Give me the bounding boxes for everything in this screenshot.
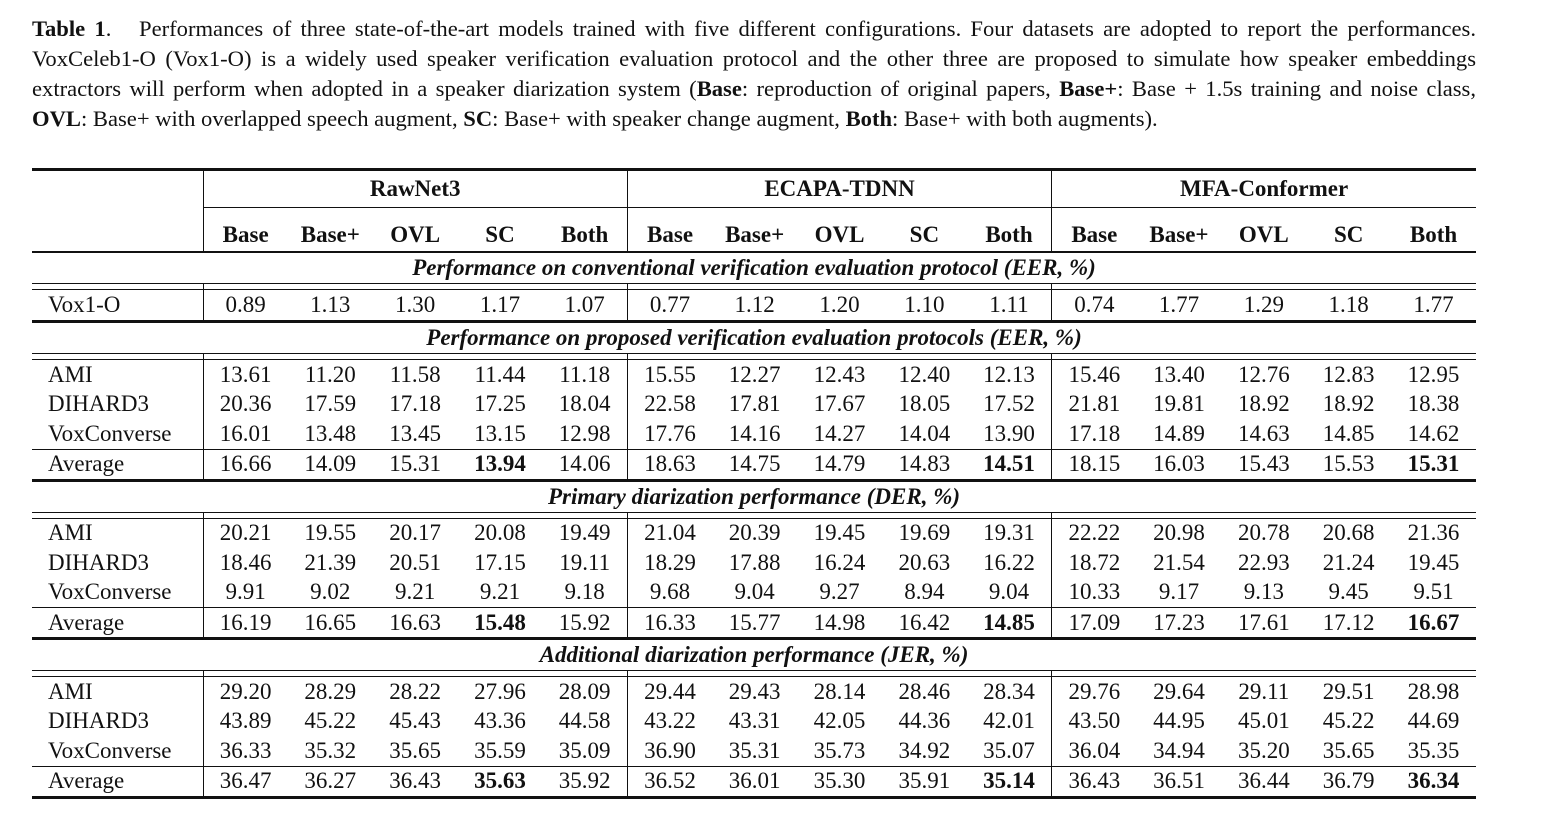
- value-cell: 19.45: [1407, 549, 1460, 575]
- value-cell: 14.06: [542, 449, 627, 480]
- value-cell: 21.36: [1407, 520, 1460, 546]
- value-cell: 43.31: [728, 708, 781, 734]
- config-header: OVL: [814, 222, 865, 247]
- value-cell: 14.51: [967, 449, 1052, 480]
- value-cell: 36.90: [627, 736, 712, 766]
- row-label: DIHARD3: [48, 549, 149, 575]
- value-cell: 22.93: [1237, 549, 1290, 575]
- value-cell: 45.22: [304, 708, 357, 734]
- config-header: Base: [1052, 208, 1137, 253]
- value-cell: 18.63: [627, 449, 712, 480]
- value-cell: 36.51: [1137, 766, 1222, 797]
- value-cell: 27.96: [474, 678, 526, 704]
- value-cell: 17.09: [1052, 608, 1137, 639]
- value-cell: 9.68: [627, 578, 712, 608]
- config-header: Both: [1409, 222, 1458, 247]
- config-header: SC: [485, 222, 515, 247]
- value-cell: 28.29: [304, 678, 357, 704]
- section-title-row: [32, 480, 1476, 512]
- value-cell: 29.44: [627, 677, 712, 707]
- value-cell: 16.22: [983, 549, 1035, 575]
- row-label: AMI: [48, 520, 93, 546]
- value-cell: 44.69: [1407, 708, 1460, 734]
- value-cell: 1.77: [1137, 290, 1222, 322]
- value-cell: 45.22: [1322, 708, 1375, 734]
- config-header: Base+: [300, 222, 360, 247]
- value-cell: 20.51: [389, 549, 442, 575]
- config-header: Both: [985, 222, 1033, 247]
- value-cell: 35.32: [304, 737, 357, 763]
- value-cell: 15.46: [1052, 360, 1137, 390]
- value-cell: 17.61: [1221, 608, 1306, 639]
- value-cell: 12.98: [558, 420, 611, 446]
- table-row: [32, 290, 1476, 322]
- value-cell: 28.14: [813, 678, 866, 704]
- value-cell: 16.01: [203, 419, 288, 449]
- value-cell: 1.13: [288, 290, 373, 322]
- value-cell: 29.11: [1238, 678, 1290, 704]
- value-cell: 14.09: [288, 449, 373, 480]
- value-cell: 20.78: [1237, 520, 1290, 546]
- table-row: [32, 677, 1476, 707]
- value-cell: 19.45: [813, 520, 866, 546]
- value-cell: 35.31: [728, 737, 781, 763]
- value-cell: 13.48: [304, 420, 357, 446]
- value-cell: 43.50: [1052, 707, 1137, 737]
- value-cell: 28.09: [558, 678, 611, 704]
- row-label: VoxConverse: [48, 737, 172, 763]
- value-cell: 14.27: [813, 420, 866, 446]
- value-cell: 12.83: [1322, 361, 1375, 387]
- value-cell: 16.65: [288, 608, 373, 639]
- value-cell: 9.13: [1243, 579, 1284, 605]
- value-cell: 29.64: [1153, 678, 1205, 704]
- value-cell: 15.31: [373, 449, 458, 480]
- section-title: Performance on proposed verification evaluation protocols (EER, %): [32, 322, 1476, 354]
- value-cell: 35.65: [389, 737, 442, 763]
- value-cell: 36.34: [1391, 766, 1476, 797]
- value-cell: 1.20: [797, 290, 882, 322]
- row-label: Vox1-O: [32, 290, 203, 322]
- value-cell: 19.69: [898, 520, 951, 546]
- value-cell: 29.76: [1052, 677, 1137, 707]
- value-cell: 20.36: [203, 390, 288, 420]
- value-cell: 17.25: [474, 391, 526, 417]
- value-cell: 15.55: [627, 360, 712, 390]
- model-header: MFA-Conformer: [1052, 170, 1476, 208]
- value-cell: 35.20: [1237, 737, 1290, 763]
- value-cell: 1.07: [542, 290, 627, 322]
- value-cell: 18.46: [203, 548, 288, 578]
- value-cell: 45.43: [389, 708, 442, 734]
- value-cell: 45.01: [1237, 708, 1290, 734]
- value-cell: 16.63: [373, 608, 458, 639]
- model-header: RawNet3: [203, 170, 627, 208]
- value-cell: 8.94: [904, 579, 945, 605]
- table-caption: Table 1. Performances of three state-of-the-art models trained with five different configurations. Four datasets are adopted to report the performances. VoxCeleb1-O (Vox1-O) is a widely used speaker verification evaluation protocol and the other three are proposed to simulate how speaker embeddings extractors will perform when adopted in a speaker diarization system (Base: reproduction of original papers, Base+: Base + 1.5s training and noise class, OVL: Base+ with overlapped speech augment, SC: Base+ with speaker change augment, Both: Base+ with both augments).: [32, 16, 1476, 131]
- value-cell: 35.35: [1407, 737, 1460, 763]
- value-cell: 1.77: [1391, 290, 1476, 322]
- value-cell: 21.24: [1322, 549, 1375, 575]
- value-cell: 9.02: [310, 579, 351, 605]
- value-cell: 15.77: [712, 608, 797, 639]
- section-title: Primary diarization performance (DER, %): [32, 480, 1476, 512]
- value-cell: 9.27: [819, 579, 860, 605]
- value-cell: 9.21: [479, 579, 521, 605]
- value-cell: 1.18: [1306, 290, 1391, 322]
- section-title-row: [32, 252, 1476, 284]
- value-cell: 21.54: [1153, 549, 1205, 575]
- value-cell: 42.01: [983, 708, 1035, 734]
- value-cell: 0.77: [627, 290, 712, 322]
- average-row: [32, 449, 1476, 480]
- value-cell: 16.67: [1391, 608, 1476, 639]
- table-row: [32, 390, 1476, 420]
- value-cell: 17.67: [813, 391, 866, 417]
- value-cell: 21.39: [304, 549, 357, 575]
- row-label: AMI: [48, 361, 93, 387]
- value-cell: 18.92: [1237, 391, 1290, 417]
- table-row: [32, 360, 1476, 390]
- value-cell: 16.33: [627, 608, 712, 639]
- config-header: OVL: [1238, 222, 1289, 247]
- value-cell: 29.20: [203, 677, 288, 707]
- caption-def-baseplus: : Base + 1.5s training and noise class,: [1117, 76, 1476, 101]
- value-cell: 36.33: [203, 736, 288, 766]
- value-cell: 9.04: [988, 579, 1030, 605]
- config-header: SC: [909, 222, 940, 247]
- value-cell: 18.29: [627, 548, 712, 578]
- row-label: Average: [32, 766, 203, 797]
- value-cell: 15.92: [542, 608, 627, 639]
- row-label: AMI: [48, 678, 93, 704]
- value-cell: 14.04: [898, 420, 951, 446]
- value-cell: 15.43: [1221, 449, 1306, 480]
- value-cell: 29.43: [728, 678, 781, 704]
- config-header: OVL: [390, 222, 441, 247]
- value-cell: 34.94: [1153, 737, 1205, 763]
- value-cell: 9.91: [203, 578, 288, 608]
- value-cell: 14.85: [967, 608, 1052, 639]
- config-header: SC: [1333, 222, 1364, 247]
- value-cell: 20.68: [1322, 520, 1375, 546]
- average-row: [32, 608, 1476, 639]
- table-row: [32, 419, 1476, 449]
- value-cell: 11.20: [304, 361, 356, 387]
- value-cell: 9.45: [1328, 579, 1369, 605]
- value-cell: 44.58: [558, 708, 611, 734]
- value-cell: 17.59: [304, 391, 357, 417]
- value-cell: 9.21: [395, 579, 436, 605]
- value-cell: 22.58: [627, 390, 712, 420]
- value-cell: 11.44: [474, 361, 526, 387]
- value-cell: 12.43: [813, 361, 866, 387]
- value-cell: 35.91: [882, 766, 967, 797]
- section-title: Performance on conventional verification evaluation protocol (EER, %): [32, 252, 1476, 284]
- section-title: Additional diarization performance (JER, %): [32, 639, 1476, 671]
- value-cell: 13.45: [389, 420, 442, 446]
- value-cell: 12.40: [898, 361, 951, 387]
- value-cell: 29.51: [1322, 678, 1375, 704]
- value-cell: 28.34: [983, 678, 1035, 704]
- value-cell: 42.05: [813, 708, 866, 734]
- value-cell: 14.83: [882, 449, 967, 480]
- corner-cell: [32, 170, 203, 208]
- value-cell: 28.46: [898, 678, 951, 704]
- table-row: [32, 707, 1476, 737]
- value-cell: 36.04: [1052, 736, 1137, 766]
- value-cell: 28.22: [389, 678, 442, 704]
- table-label: Table 1: [32, 16, 106, 41]
- value-cell: 36.01: [712, 766, 797, 797]
- value-cell: 36.44: [1221, 766, 1306, 797]
- value-cell: 22.22: [1052, 518, 1137, 548]
- value-cell: 13.40: [1153, 361, 1205, 387]
- value-cell: 36.27: [288, 766, 373, 797]
- row-label: VoxConverse: [48, 420, 172, 446]
- value-cell: 36.47: [203, 766, 288, 797]
- corner-cell: [32, 208, 203, 253]
- row-label: DIHARD3: [48, 708, 149, 734]
- value-cell: 44.95: [1153, 708, 1205, 734]
- value-cell: 18.38: [1407, 391, 1460, 417]
- value-cell: 34.92: [898, 737, 951, 763]
- caption-term-base: Base: [696, 76, 742, 101]
- value-cell: 13.90: [983, 420, 1035, 446]
- config-header: Both: [561, 222, 609, 247]
- value-cell: 20.39: [728, 520, 781, 546]
- value-cell: 43.89: [203, 707, 288, 737]
- value-cell: 1.12: [712, 290, 797, 322]
- value-cell: 16.19: [203, 608, 288, 639]
- caption-text: Performances of three state-of-the-art models trained with five different configurations. Four datasets are adopted to report the performances. VoxCeleb1-O (Vox1-O) is a widely used speaker verification evaluation protocol and the other three are proposed to simulate how speaker embeddings extractors will perform when adopted in a speaker diarization system (: [32, 16, 1476, 101]
- value-cell: 19.31: [983, 520, 1035, 546]
- value-cell: 36.52: [627, 766, 712, 797]
- row-label: VoxConverse: [48, 579, 172, 605]
- table-row: [32, 518, 1476, 548]
- value-cell: 0.74: [1052, 290, 1137, 322]
- value-cell: 1.29: [1221, 290, 1306, 322]
- value-cell: 35.09: [558, 737, 611, 763]
- value-cell: 17.23: [1137, 608, 1222, 639]
- value-cell: 14.63: [1237, 420, 1290, 446]
- row-label: DIHARD3: [48, 391, 149, 417]
- table-row: [32, 548, 1476, 578]
- value-cell: 10.33: [1052, 578, 1137, 608]
- value-cell: 11.58: [389, 361, 441, 387]
- value-cell: 11.18: [559, 361, 611, 387]
- value-cell: 44.36: [898, 708, 951, 734]
- caption-term-ovl: OVL: [32, 106, 81, 131]
- value-cell: 19.49: [558, 520, 611, 546]
- table-row: [32, 736, 1476, 766]
- value-cell: 35.65: [1322, 737, 1375, 763]
- value-cell: 35.63: [458, 766, 543, 797]
- value-cell: 1.30: [373, 290, 458, 322]
- value-cell: 14.98: [797, 608, 882, 639]
- value-cell: 13.15: [474, 420, 526, 446]
- model-header-row: [32, 170, 1476, 208]
- value-cell: 28.98: [1407, 678, 1460, 704]
- value-cell: 43.36: [474, 708, 526, 734]
- value-cell: 15.53: [1306, 449, 1391, 480]
- value-cell: 20.08: [474, 520, 526, 546]
- value-cell: 9.18: [564, 579, 605, 605]
- config-header-row: [32, 208, 1476, 253]
- value-cell: 17.88: [728, 549, 781, 575]
- caption-def-sc: : Base+ with speaker change augment,: [492, 106, 846, 131]
- value-cell: 13.94: [458, 449, 543, 480]
- value-cell: 15.31: [1391, 449, 1476, 480]
- caption-def-base: : reproduction of original papers,: [741, 76, 1060, 101]
- value-cell: 14.85: [1322, 420, 1375, 446]
- caption-term-both: Both: [845, 106, 893, 131]
- value-cell: 18.72: [1052, 548, 1137, 578]
- value-cell: 17.52: [983, 391, 1035, 417]
- caption-def-ovl: : Base+ with overlapped speech augment,: [80, 106, 464, 131]
- row-label: Average: [32, 449, 203, 480]
- value-cell: 14.79: [797, 449, 882, 480]
- value-cell: 36.79: [1306, 766, 1391, 797]
- value-cell: 17.18: [389, 391, 442, 417]
- config-header: Base: [627, 208, 712, 253]
- value-cell: 14.75: [712, 449, 797, 480]
- value-cell: 19.11: [559, 549, 611, 575]
- value-cell: 17.12: [1306, 608, 1391, 639]
- value-cell: 14.62: [1407, 420, 1460, 446]
- value-cell: 15.48: [458, 608, 543, 639]
- value-cell: 17.76: [627, 419, 712, 449]
- value-cell: 35.14: [967, 766, 1052, 797]
- average-row: [32, 766, 1476, 797]
- value-cell: 35.92: [542, 766, 627, 797]
- value-cell: 18.15: [1052, 449, 1137, 480]
- value-cell: 19.55: [304, 520, 357, 546]
- value-cell: 17.18: [1052, 419, 1137, 449]
- config-header: Base: [203, 208, 288, 253]
- value-cell: 20.17: [389, 520, 442, 546]
- caption-def-both: : Base+ with both augments).: [892, 106, 1158, 131]
- value-cell: 9.51: [1413, 579, 1454, 605]
- value-cell: 35.73: [813, 737, 866, 763]
- caption-term-baseplus: Base+: [1059, 76, 1118, 101]
- section-title-row: [32, 639, 1476, 671]
- value-cell: 20.98: [1153, 520, 1205, 546]
- value-cell: 17.15: [474, 549, 526, 575]
- value-cell: 9.04: [734, 579, 775, 605]
- value-cell: 36.43: [373, 766, 458, 797]
- value-cell: 12.95: [1407, 361, 1460, 387]
- value-cell: 18.92: [1322, 391, 1375, 417]
- value-cell: 36.43: [1052, 766, 1137, 797]
- value-cell: 9.17: [1158, 579, 1200, 605]
- value-cell: 43.22: [627, 707, 712, 737]
- value-cell: 21.04: [627, 518, 712, 548]
- value-cell: 13.61: [203, 360, 288, 390]
- value-cell: 35.07: [983, 737, 1035, 763]
- value-cell: 18.04: [558, 391, 611, 417]
- value-cell: 19.81: [1153, 391, 1205, 417]
- value-cell: 16.42: [882, 608, 967, 639]
- value-cell: 12.27: [728, 361, 781, 387]
- config-header: Base+: [725, 222, 785, 247]
- value-cell: 14.89: [1153, 420, 1205, 446]
- value-cell: 21.81: [1052, 390, 1137, 420]
- results-table: [32, 168, 1476, 799]
- table-row: [32, 578, 1476, 608]
- model-header: ECAPA-TDNN: [627, 170, 1051, 208]
- value-cell: 12.76: [1237, 361, 1290, 387]
- caption-term-sc: SC: [463, 106, 493, 131]
- value-cell: 16.24: [813, 549, 866, 575]
- value-cell: 35.30: [797, 766, 882, 797]
- config-header: Base+: [1149, 222, 1209, 247]
- value-cell: 20.21: [203, 518, 288, 548]
- value-cell: 14.16: [728, 420, 781, 446]
- value-cell: 17.81: [728, 391, 781, 417]
- value-cell: 0.89: [203, 290, 288, 322]
- value-cell: 1.11: [967, 290, 1052, 322]
- value-cell: 35.59: [474, 737, 526, 763]
- value-cell: 1.10: [882, 290, 967, 322]
- value-cell: 20.63: [898, 549, 951, 575]
- value-cell: 1.17: [458, 290, 543, 322]
- value-cell: 16.66: [203, 449, 288, 480]
- value-cell: 18.05: [898, 391, 951, 417]
- value-cell: 12.13: [983, 361, 1035, 387]
- section-title-row: [32, 322, 1476, 354]
- value-cell: 16.03: [1137, 449, 1222, 480]
- row-label: Average: [32, 608, 203, 639]
